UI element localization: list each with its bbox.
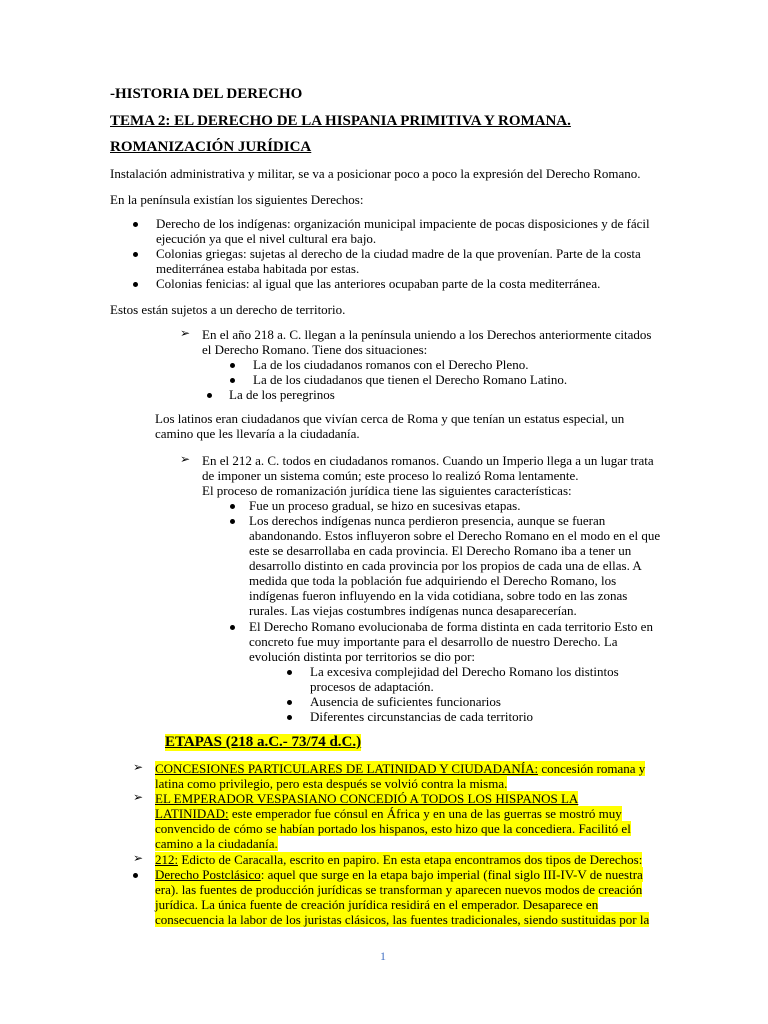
territorio-paragraph: Estos están sujetos a un derecho de territorio.	[110, 302, 346, 317]
round-bullet-icon	[230, 504, 235, 509]
etapa-item-continued: jurídica. La única fuente de creación jurídica residirá en el emperador. Desaparece en	[155, 897, 599, 912]
intro-paragraph: Instalación administrativa y militar, se va a posicionar poco a poco la expresión del Derecho Romano.	[110, 166, 641, 181]
arrow-item-continued: El proceso de romanización jurídica tiene las siguientes características:	[202, 483, 572, 498]
list-item-continued: procesos de adaptación.	[310, 679, 434, 694]
etapa-item-continued: camino a la ciudadanía.	[155, 836, 278, 851]
list-item: Fue un proceso gradual, se hizo en sucesivas etapas.	[249, 498, 521, 513]
list-item: Ausencia de suficientes funcionarios	[310, 694, 501, 709]
page-number: 1	[380, 949, 386, 963]
etapa-text: este emperador fue cónsul en África y en una de las guerras se mostró muy	[228, 806, 622, 821]
arrow-item: En el 212 a. C. todos en ciudadanos romanos. Cuando un Imperio llega a un lugar trata	[202, 453, 654, 468]
arrow-bullet-icon: ➢	[133, 790, 144, 804]
list-item: Derecho de los indígenas: organización municipal impaciente de pocas disposiciones y de fácil	[156, 216, 650, 231]
round-bullet-icon	[230, 625, 235, 630]
arrow-bullet-icon: ➢	[180, 326, 191, 340]
etapa-item	[155, 852, 642, 867]
latinos-paragraph: Los latinos eran ciudadanos que vivían cerca de Roma y que tenían un estatus especial, un	[155, 411, 625, 426]
etapa-text: concesión romana y	[538, 761, 646, 776]
list-item: Colonias griegas: sujetas al derecho de la ciudad madre de la que provenían. Parte de la costa	[156, 246, 641, 261]
list-item: La de los ciudadanos que tienen el Derecho Romano Latino.	[253, 372, 568, 387]
round-bullet-icon	[287, 700, 292, 705]
list-item: La excesiva complejidad del Derecho Romano los distintos	[310, 664, 619, 679]
round-bullet-icon	[133, 282, 138, 287]
etapa-text: Edicto de Caracalla, escrito en papiro. En esta etapa encontramos dos tipos de Derechos:	[178, 852, 643, 867]
list-item-continued: indígenas fueron influyendo en la vida cotidiana, sobre todo en las zonas	[249, 588, 628, 603]
round-bullet-icon	[230, 363, 235, 368]
list-item: Diferentes circunstancias de cada territorio	[310, 709, 534, 724]
tema-heading: TEMA 2: EL DERECHO DE LA HISPANIA PRIMITIVA Y ROMANA.	[110, 113, 571, 129]
etapa-title: 212:	[155, 852, 179, 867]
etapa-item-continued: convencido de cómo se habían portado los hispanos, esto hizo que la concediera. Facilitó el	[155, 821, 631, 836]
list-item-continued: desarrollo distinto en cada provincia por los propios de cada una de ellas. A	[249, 558, 642, 573]
arrow-item-continued: el Derecho Romano. Tiene dos situaciones:	[202, 342, 428, 357]
intro-derechos: En la península existían los siguientes Derechos:	[110, 192, 364, 207]
round-bullet-icon	[287, 670, 292, 675]
etapa-title: LATINIDAD:	[155, 806, 229, 821]
latinos-paragraph-continued: camino que les llevaría a la ciudadanía.	[155, 426, 360, 441]
etapa-item-continued	[155, 806, 622, 821]
etapa-item-continued: consecuencia la labor de los juristas clásicos, las fuentes tradicionales, siendo sustituidas por la	[155, 912, 650, 927]
list-item: La de los ciudadanos romanos con el Derecho Pleno.	[253, 357, 529, 372]
round-bullet-icon	[287, 715, 292, 720]
list-item: Los derechos indígenas nunca perdieron presencia, aunque se fueran	[249, 513, 606, 528]
list-item: La de los peregrinos	[229, 387, 335, 402]
etapa-item	[155, 761, 645, 776]
etapa-item-continued: latina como privilegio, pero esta después se volvió contra la misma.	[155, 776, 508, 791]
etapa-item	[155, 867, 643, 882]
round-bullet-icon	[133, 873, 138, 878]
list-item: Colonias fenicias: al igual que las anteriores ocupaban parte de la costa mediterránea.	[156, 276, 601, 291]
document-title: -HISTORIA DEL DERECHO	[110, 86, 303, 102]
etapa-title: CONCESIONES PARTICULARES DE LATINIDAD Y CIUDADANÍA:	[155, 761, 539, 776]
list-item-continued: evolución distinta por territorios se dio por:	[249, 649, 476, 664]
etapa-text: : aquel que surge en la etapa bajo imperial (final siglo III-IV-V de nuestra	[260, 867, 643, 882]
romanizacion-heading: ROMANIZACIÓN JURÍDICA	[110, 139, 312, 155]
list-item-continued: rurales. Las viejas costumbres indígenas nunca desaparecerían.	[249, 603, 577, 618]
list-item-continued: concreto fue muy importante para el desarrollo de nuestro Derecho. La	[249, 634, 618, 649]
etapas-heading: ETAPAS (218 a.C.- 73/74 d.C.)	[165, 734, 362, 750]
round-bullet-icon	[230, 519, 235, 524]
round-bullet-icon	[133, 252, 138, 257]
list-item-continued: abandonando. Estos influyeron sobre el Derecho Romano en el modo en el que	[249, 528, 661, 543]
etapa-title: Derecho Postclásico	[155, 867, 261, 882]
etapa-item	[155, 791, 578, 806]
arrow-bullet-icon: ➢	[180, 452, 191, 466]
list-item-continued: medida que toda la población fue adquiriendo el Derecho Romano, los	[249, 573, 617, 588]
list-item-continued: este se desarrollaba en cada provincia. El Derecho Romano iba a tener un	[249, 543, 632, 558]
arrow-bullet-icon: ➢	[133, 851, 144, 865]
arrow-bullet-icon: ➢	[133, 760, 144, 774]
list-item-continued: ejecución ya que el nivel cultural era bajo.	[156, 231, 377, 246]
list-item-continued: mediterránea estaba habitada por estas.	[156, 261, 360, 276]
round-bullet-icon	[133, 222, 138, 227]
etapa-item-continued: era). las fuentes de producción jurídicas se transforman y aparecen nuevos modos de creación	[155, 882, 643, 897]
etapa-title: EL EMPERADOR VESPASIANO CONCEDIÓ A TODOS LOS HISPANOS LA	[155, 791, 579, 806]
arrow-item: En el año 218 a. C. llegan a la península uniendo a los Derechos anteriormente citados	[202, 327, 652, 342]
round-bullet-icon	[230, 378, 235, 383]
round-bullet-icon	[207, 393, 212, 398]
list-item: El Derecho Romano evolucionaba de forma distinta en cada territorio Esto en	[249, 619, 653, 634]
arrow-item-continued: de imponer un sistema común; este proceso lo realizó Roma lentamente.	[202, 468, 579, 483]
